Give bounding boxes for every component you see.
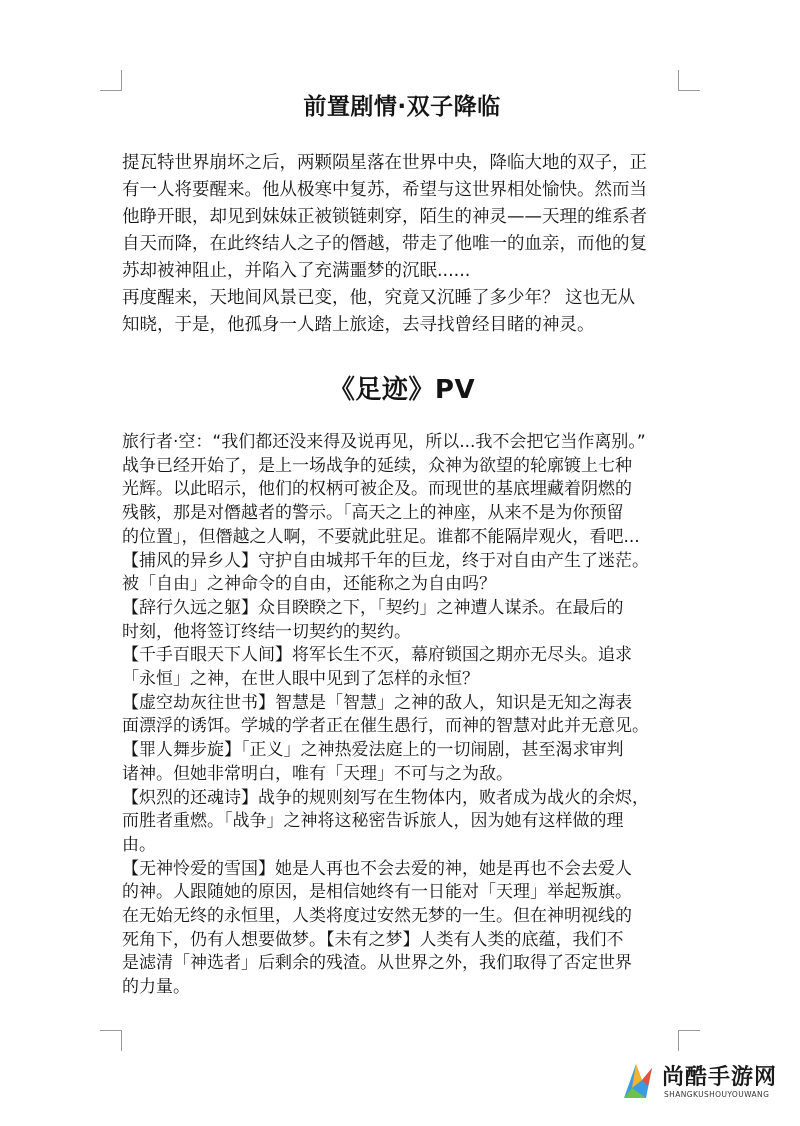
text-line: 提瓦特世界崩坏之后，两颗陨星落在世界中央，降临大地的双子，正 (122, 153, 647, 173)
text-line: 再度醒来，天地间风景已变，他，究竟又沉睡了多少年？ 这也无从 (122, 288, 636, 308)
text-line: 在无始无终的永恒里，人类将度过安然无梦的一生。但在神明视线的 (122, 906, 632, 927)
text-line: 【炽烈的还魂诗】战争的规则刻写在生物体内，败者成为战火的余烬， (122, 787, 649, 808)
text-line: 【捕风的异乡人】守护自由城邦千年的巨龙，终于对自由产生了迷茫。 (122, 550, 649, 571)
text-line: 的神。人跟随她的原因，是相信她终有一日能对「天理」举起叛旗。 (122, 882, 632, 903)
text-line: 诸神。但她非常明白，唯有「天理」不可与之为敌。 (122, 763, 513, 784)
text-line: 旅行者·空：“我们都还没来得及说再见，所以...我不会把它当作离别。” (122, 432, 646, 452)
text-line: 【无神怜爱的雪国】她是人再也不会去爱的神，她是再也不会去爱人 (122, 858, 632, 879)
text-line: 死角下，仍有人想要做梦。【未有之梦】人类有人类的底蕴，我们不 (122, 929, 624, 950)
text-line: 残骸，那是对僭越者的警示。「高天之上的神座，从来不是为你预留 (122, 503, 624, 524)
text-line: 面漂浮的诱饵。学城的学者正在催生愚行，而神的智慧对此并无意见。 (122, 716, 649, 737)
text-line: 被「自由」之神命令的自由，还能称之为自由吗？ (122, 574, 496, 595)
text-line: 光辉。以此昭示，他们的权柄可被企及。而现世的基底埋藏着阴燃的 (122, 479, 632, 500)
text-line: 他睁开眼，却见到妹妹正被锁链刺穿，陌生的神灵——天理的维系者 (122, 207, 647, 227)
brand-name: 尚酷手游网 (662, 1065, 778, 1090)
section-title-footprints-pv: 《足迹》PV (328, 375, 476, 405)
text-line: 时刻，他将签订终结一切契约的契约。 (122, 621, 411, 642)
crop-mark-bottom-right-v (678, 1030, 679, 1051)
text-line: 自天而降，在此终结人之子的僭越，带走了他唯一的血亲，而他的复 (122, 234, 647, 254)
text-line: 战争已经开始了，是上一场战争的延续，众神为欲望的轮廓镀上七种 (122, 455, 632, 476)
text-line: 的力量。 (122, 977, 190, 998)
section-title-prologue: 前置剧情·双子降临 (303, 94, 501, 120)
text-line: 苏却被神阻止，并陷入了充满噩梦的沉眠...... (122, 261, 471, 281)
text-line: 【辞行久远之躯】众目睽睽之下，「契约」之神遭人谋杀。在最后的 (122, 597, 624, 618)
crop-mark-bottom-right-h (678, 1030, 700, 1031)
text-line: 【罪人舞步旋】「正义」之神热爱法庭上的一切闹剧，甚至渴求审判 (122, 740, 624, 761)
text-line: 知晓，于是，他孤身一人踏上旅途，去寻找曾经目睹的神灵。 (122, 315, 595, 335)
prologue-body (122, 150, 682, 339)
text-line: 而胜者重燃。「战争」之神将这秘密告诉旅人，因为她有这样做的理 (122, 811, 624, 832)
text-line: 是滤清「神选者」后剩余的残渣。从世界之外，我们取得了否定世界 (122, 953, 632, 974)
text-line: 的位置」，但僭越之人啊，不要就此驻足。谁都不能隔岸观火，看吧... (122, 526, 640, 547)
text-line: 「永恒」之神，在世人眼中见到了怎样的永恒？ (122, 669, 479, 690)
pv-body (122, 431, 682, 1000)
brand-logo-icon (618, 1058, 660, 1104)
brand-subtitle: SHANGKUSHOUYOUWANG (664, 1090, 770, 1099)
text-line: 【千手百眼天下人间】将军长生不灭，幕府锁国之期亦无尽头。追求 (122, 645, 632, 666)
text-line: 有一人将要醒来。他从极寒中复苏，希望与这世界相处愉快。然而当 (122, 180, 647, 200)
crop-mark-bottom-left-h (100, 1030, 122, 1031)
text-line: 由。 (122, 834, 156, 855)
text-line: 【虚空劫灰往世书】智慧是「智慧」之神的敌人，知识是无知之海表 (122, 692, 632, 713)
crop-mark-bottom-left-v (121, 1030, 122, 1051)
site-watermark (618, 1056, 788, 1112)
crop-mark-top-left-h (100, 90, 122, 91)
